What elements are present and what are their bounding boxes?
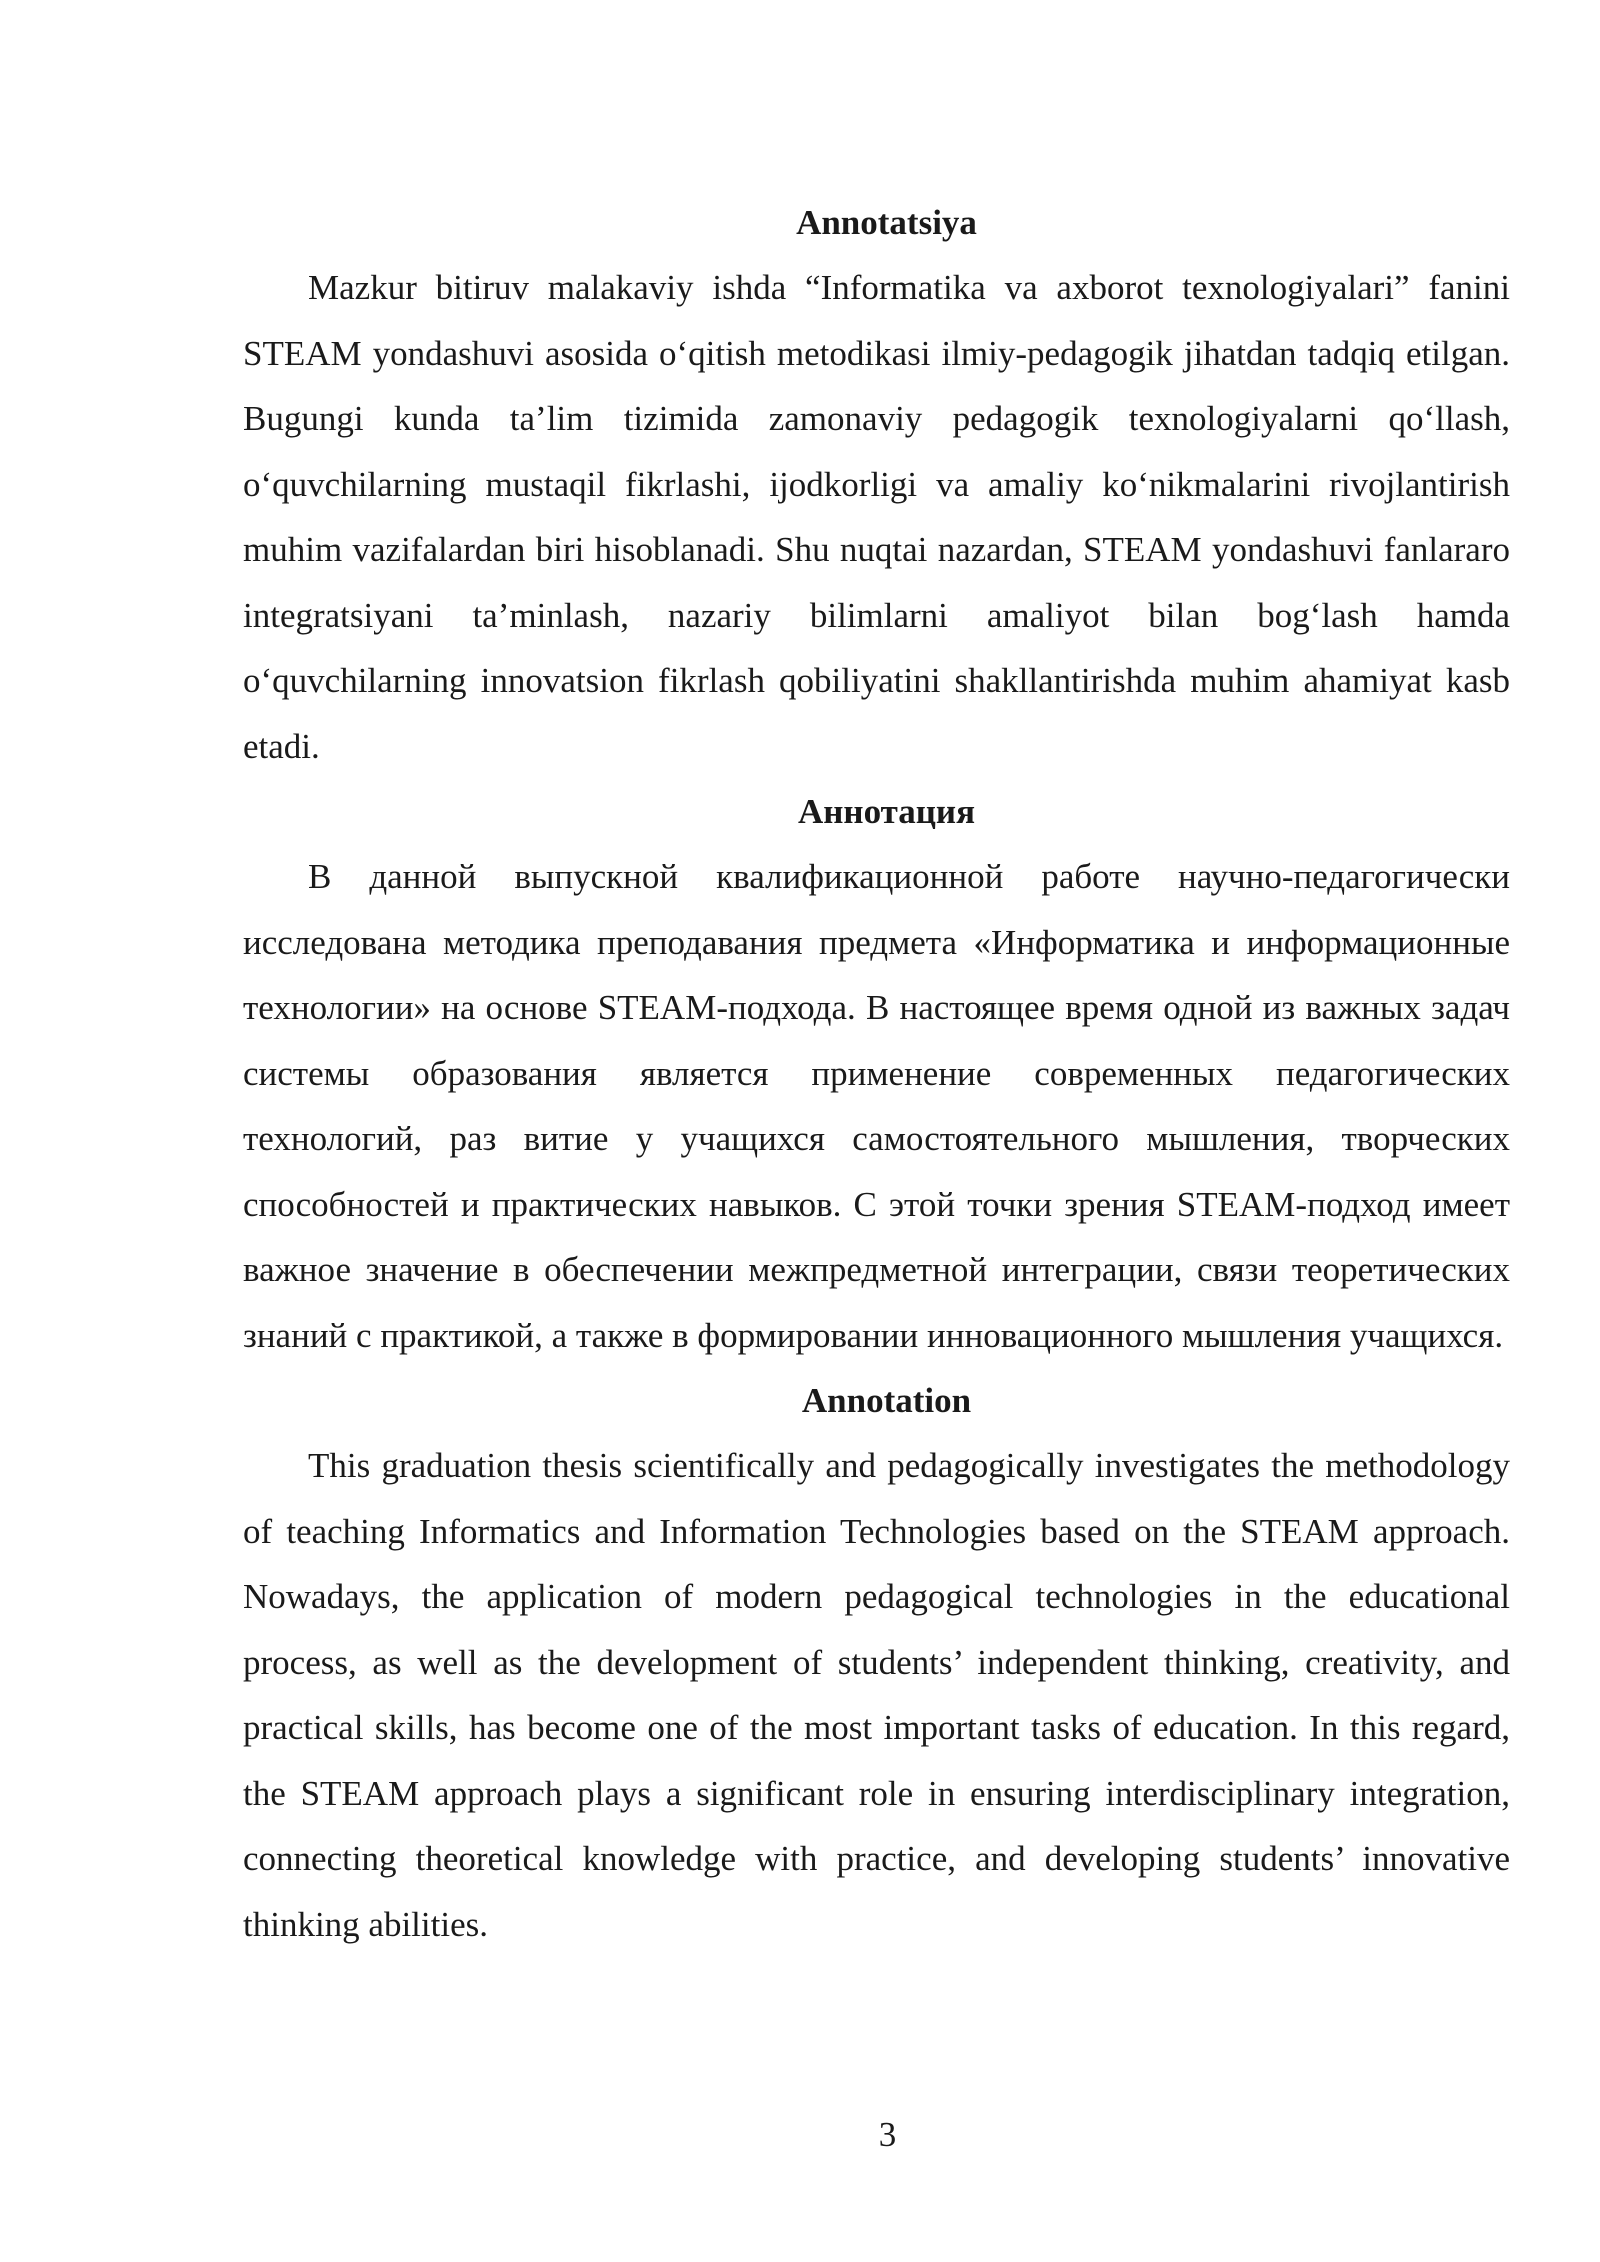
heading-russian: Аннотация [797,792,976,831]
heading-uzbek: Annotatsiya [796,203,977,242]
paragraph-english: This graduation thesis scientifically and pedagogically investigates the methodology of teaching Informatics and Information Technologies based on the STEAM approach. Nowadays, the application of modern pedagogical technologies in the educational process, as well as the development of students’ independent thinking, creativity, and practical skills, has become one of the most important tasks of education. In this regard, the STEAM approach plays a significant role in ensuring interdisciplinary integration, connecting theoretical knowledge with practice, and developing students’ innovative thinking abilities. [243,1446,1510,1944]
paragraph-russian: В данной выпускной квалификационной работе научно-педагогически исследована методика преподавания предмета «Информатика и информационные технологии» на основе STEAM-подхода. В настоящее время одной из важных задач системы образования является применение современных педагогических технологий, раз витие у учащихся самостоятельного мышления, творческих способностей и практических навыков. С этой точки зрения STEAM-подход имеет важное значение в обеспечении межпредметной интеграции, связи теоретических знаний с практикой, а также в формировании инновационного мышления учащихся. [243,857,1510,1355]
document-page [243,190,1510,1957]
page-number: 3 [878,2115,897,2154]
heading-english: Annotation [801,1381,972,1420]
paragraph-uzbek: Mazkur bitiruv malakaviy ishda “Informatika va axborot texnologiyalari” fanini STEAM yondashuvi asosida o‘qitish metodikasi ilmiy-pedagogik jihatdan tadqiq etilgan. Bugungi kunda ta’lim tizimida zamonaviy pedagogik texnologiyalarni qo‘llash, o‘quvchilarning mustaqil fikrlashi, ijodkorligi va amaliy ko‘nikmalarini rivojlantirish muhim vazifalardan biri hisoblanadi. Shu nuqtai nazardan, STEAM yondashuvi fanlararo integratsiyani ta’minlash, nazariy bilimlarni amaliyot bilan bog‘lash hamda o‘quvchilarning innovatsion fikrlash qobiliyatini shakllantirishda muhim ahamiyat kasb etadi. [243,268,1510,766]
